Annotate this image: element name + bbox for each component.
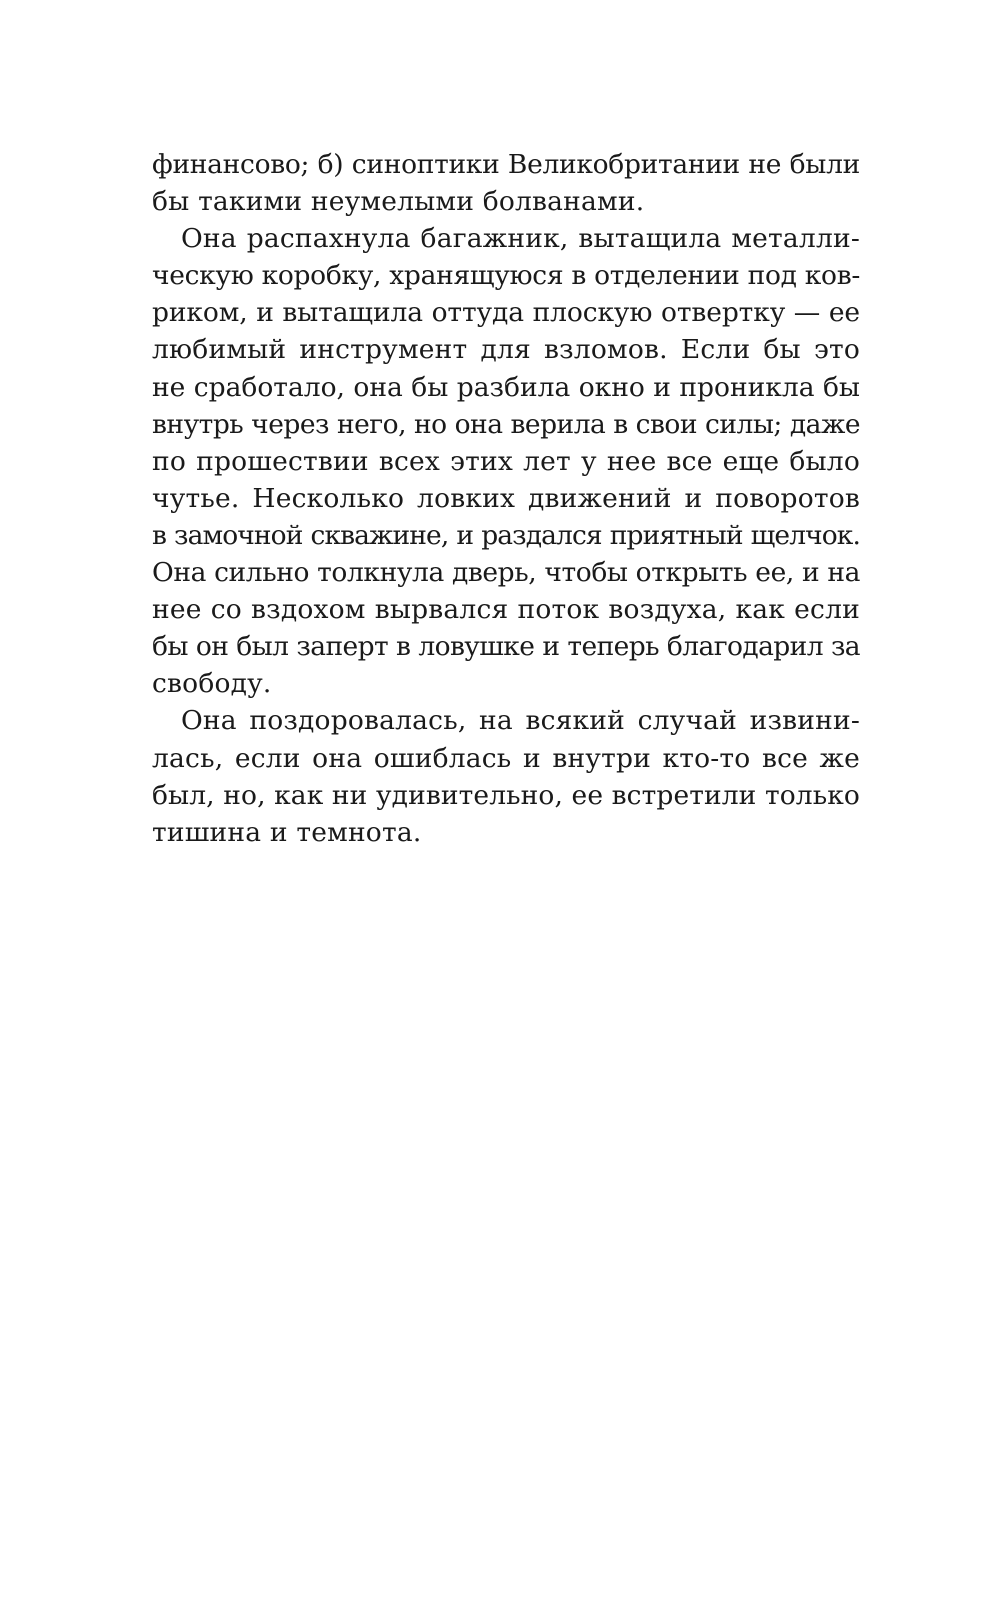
paragraph-1 <box>152 146 860 220</box>
text-line: Она поздоровалась, на всякий случай извини- <box>181 705 860 737</box>
text-line: финансово; б) синоптики Великобритании не были <box>152 149 860 180</box>
text-line: чутье. Несколько ловких движений и поворотов <box>152 482 860 514</box>
paragraph-3 <box>152 702 860 850</box>
text-line: внутрь через него, но она верила в свои силы; даже <box>152 408 860 440</box>
text-line: Она сильно толкнула дверь, чтобы открыть ее, и на <box>152 557 860 589</box>
text-line: по прошествии всех этих лет у нее все еще было <box>152 445 860 477</box>
text-line: Она распахнула багажник, вытащила металли- <box>181 223 860 255</box>
text-line: любимый инструмент для взломов. Если бы это <box>152 334 860 366</box>
text-line: был, но, как ни удивительно, ее встретили только <box>152 779 860 811</box>
text-line: тишина и темнота. <box>152 816 422 848</box>
text-line: бы он был заперт в ловушке и теперь благодарил за <box>152 631 860 663</box>
book-page <box>152 146 860 851</box>
paragraph-2 <box>152 220 860 702</box>
text-line: в замочной скважине, и раздался приятный щелчок. <box>152 519 860 551</box>
text-line: лась, если она ошиблась и внутри кто-то все же <box>152 742 860 774</box>
text-line: нее со вздохом вырвался поток воздуха, как если <box>152 594 860 626</box>
text-line: ческую коробку, хранящуюся в отделении под ков- <box>152 260 860 292</box>
text-line: риком, и вытащила оттуда плоскую отвертку — ее <box>152 297 860 329</box>
text-line: бы такими неумелыми болванами. <box>152 186 645 218</box>
text-line: не сработало, она бы разбила окно и проникла бы <box>152 371 860 403</box>
text-line: свободу. <box>152 668 272 700</box>
